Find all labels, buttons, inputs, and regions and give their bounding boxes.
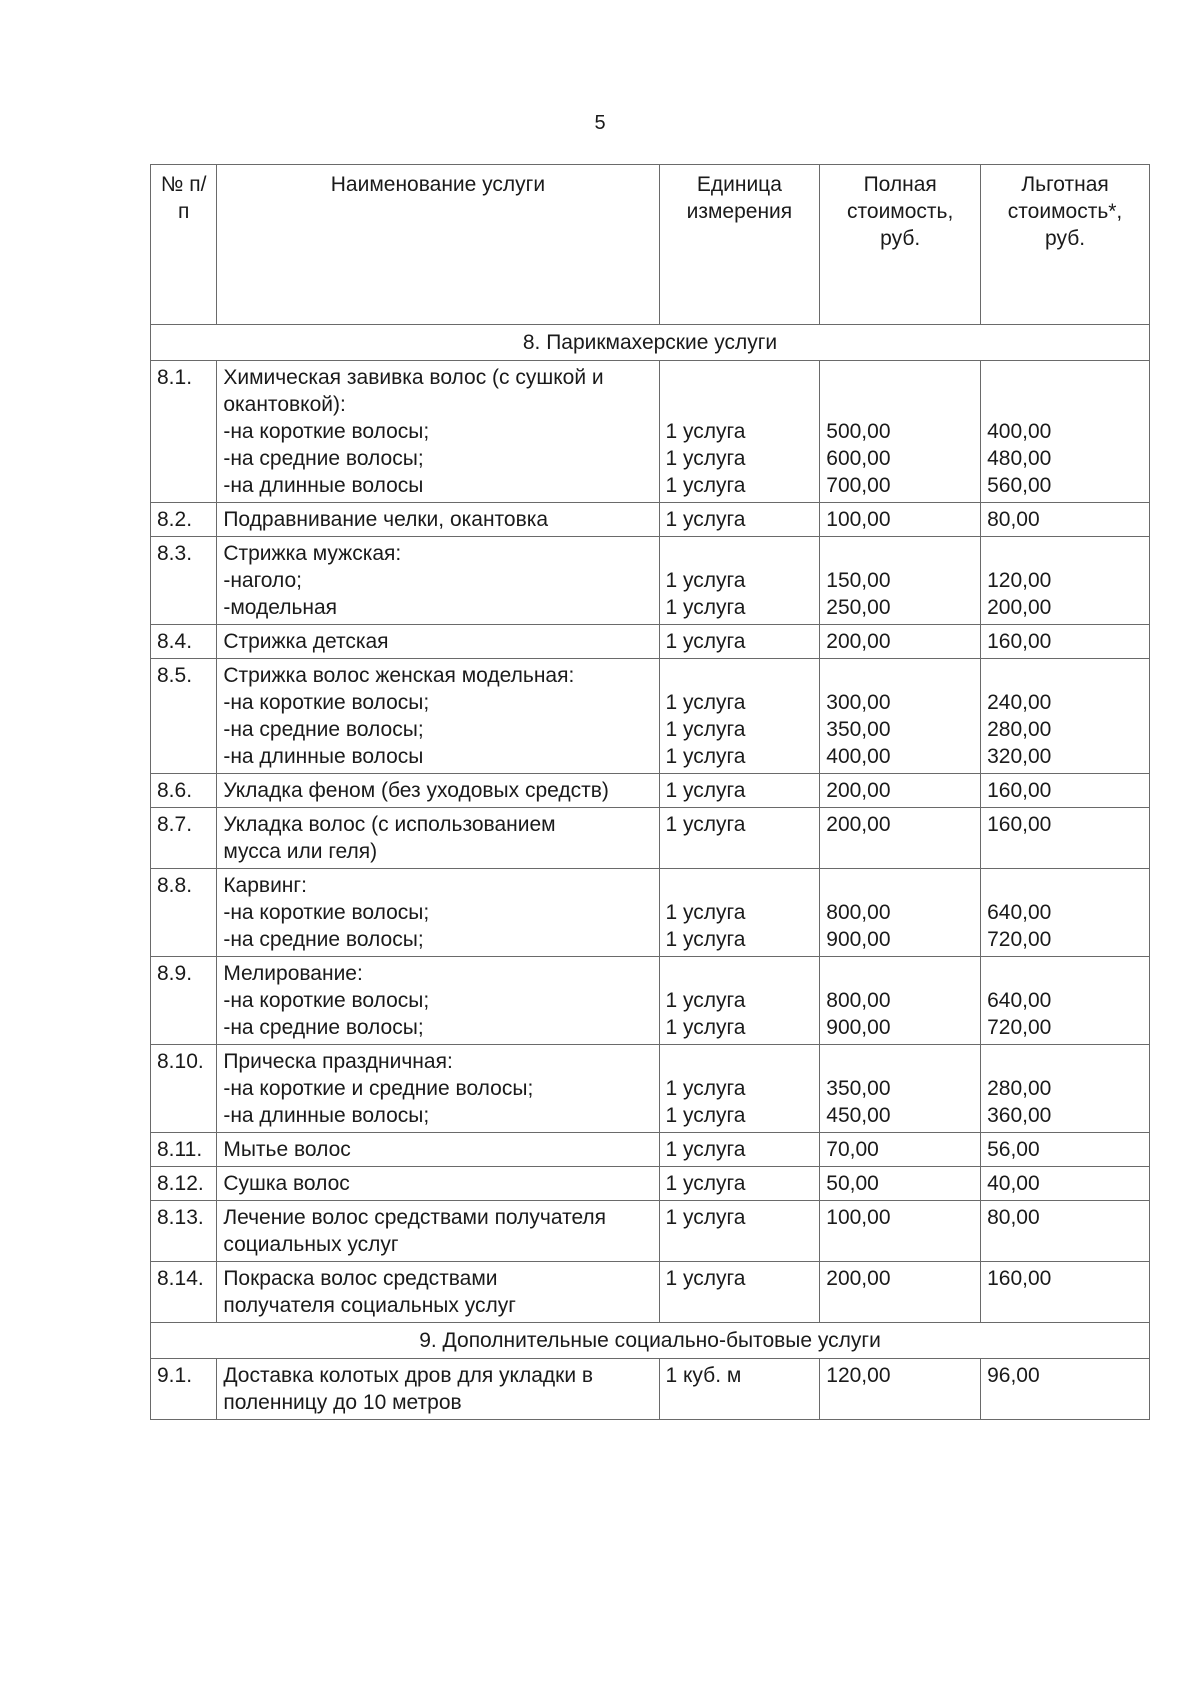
table-row <box>151 361 1150 503</box>
full-cost-value: 120,00 <box>826 1364 891 1387</box>
discount-cost-value: 320,00 <box>987 745 1052 768</box>
unit-of-measure <box>659 503 820 537</box>
discount-cost-value: 280,00 <box>987 718 1052 741</box>
line-spacer <box>666 391 814 418</box>
unit-of-measure <box>659 1262 820 1323</box>
discount-cost-value: 160,00 <box>987 630 1052 653</box>
unit-of-measure <box>659 1133 820 1167</box>
unit-value: 1 услуга <box>665 1172 746 1195</box>
table-header-row <box>151 165 1150 325</box>
full-cost <box>820 1167 981 1201</box>
discount-cost-value: 640,00 <box>987 989 1052 1012</box>
table-row <box>151 1133 1150 1167</box>
table-row <box>151 1359 1150 1420</box>
table-row <box>151 537 1150 625</box>
unit-value: 1 услуга <box>665 447 746 470</box>
unit-value: 1 услуга <box>665 813 746 836</box>
full-cost-value: 800,00 <box>826 901 891 924</box>
unit-of-measure <box>659 1045 820 1133</box>
row-number: 8.7. <box>151 808 217 869</box>
service-name-line: Прическа праздничная: <box>223 1050 453 1073</box>
unit-value: 1 услуга <box>665 569 746 592</box>
unit-value: 1 услуга <box>665 989 746 1012</box>
table-row <box>151 1167 1150 1201</box>
service-name-line: -на средние волосы; <box>223 447 424 470</box>
full-cost <box>820 1359 981 1420</box>
line-spacer <box>987 872 1143 899</box>
row-number: 8.2. <box>151 503 217 537</box>
line-spacer <box>987 391 1143 418</box>
discount-cost-value: 720,00 <box>987 1016 1052 1039</box>
discount-cost <box>981 1133 1150 1167</box>
full-cost-value: 200,00 <box>826 1267 891 1290</box>
table-body <box>151 325 1150 1420</box>
line-spacer <box>666 960 814 987</box>
row-number: 8.6. <box>151 774 217 808</box>
discount-cost <box>981 625 1150 659</box>
line-spacer <box>666 662 814 689</box>
service-name <box>217 1133 659 1167</box>
unit-value: 1 услуга <box>665 1138 746 1161</box>
unit-value: 1 услуга <box>665 596 746 619</box>
line-spacer <box>826 662 974 689</box>
full-cost-value: 50,00 <box>826 1172 879 1195</box>
unit-value: 1 услуга <box>665 901 746 924</box>
full-cost-value: 200,00 <box>826 779 891 802</box>
discount-cost <box>981 1201 1150 1262</box>
service-name-line: окантовкой): <box>223 393 346 416</box>
row-number: 8.14. <box>151 1262 217 1323</box>
row-number: 8.8. <box>151 869 217 957</box>
service-name-line: мусса или геля) <box>223 840 378 863</box>
line-spacer <box>987 364 1143 391</box>
section-header-row <box>151 1323 1150 1359</box>
service-name <box>217 1359 659 1420</box>
line-spacer <box>826 1048 974 1075</box>
header-num: № п/п <box>151 165 217 325</box>
header-unit: Единица измерения <box>659 165 820 325</box>
unit-value: 1 услуга <box>665 1077 746 1100</box>
discount-cost <box>981 1359 1150 1420</box>
service-name-line: Карвинг: <box>223 874 307 897</box>
unit-of-measure <box>659 1201 820 1262</box>
service-name <box>217 537 659 625</box>
table-row <box>151 1045 1150 1133</box>
unit-of-measure <box>659 1359 820 1420</box>
row-number: 8.11. <box>151 1133 217 1167</box>
discount-cost-value: 480,00 <box>987 447 1052 470</box>
table-row <box>151 869 1150 957</box>
table-row <box>151 1201 1150 1262</box>
unit-value: 1 услуга <box>665 1104 746 1127</box>
service-name-line: Укладка волос (с использованием <box>223 813 556 836</box>
service-name-line: -на короткие и средние волосы; <box>223 1077 534 1100</box>
row-number: 8.9. <box>151 957 217 1045</box>
unit-value: 1 услуга <box>665 691 746 714</box>
section-title: 9. Дополнительные социально-бытовые услуги <box>151 1323 1150 1359</box>
discount-cost <box>981 1262 1150 1323</box>
discount-cost-value: 160,00 <box>987 1267 1052 1290</box>
full-cost-value: 450,00 <box>826 1104 891 1127</box>
line-spacer <box>826 540 974 567</box>
unit-of-measure <box>659 1167 820 1201</box>
service-name-line: -модельная <box>223 596 338 619</box>
service-name-line: -на средние волосы; <box>223 1016 424 1039</box>
full-cost-value: 700,00 <box>826 474 891 497</box>
line-spacer <box>826 960 974 987</box>
service-name-line: -на короткие волосы; <box>223 901 430 924</box>
service-name <box>217 659 659 774</box>
full-cost <box>820 808 981 869</box>
full-cost-value: 200,00 <box>826 813 891 836</box>
table-row <box>151 957 1150 1045</box>
discount-cost-value: 360,00 <box>987 1104 1052 1127</box>
discount-cost-value: 160,00 <box>987 779 1052 802</box>
full-cost <box>820 1201 981 1262</box>
discount-cost-value: 280,00 <box>987 1077 1052 1100</box>
row-number: 8.10. <box>151 1045 217 1133</box>
discount-cost-value: 720,00 <box>987 928 1052 951</box>
unit-of-measure <box>659 361 820 503</box>
unit-of-measure <box>659 625 820 659</box>
discount-cost-value: 200,00 <box>987 596 1052 619</box>
full-cost-value: 70,00 <box>826 1138 879 1161</box>
service-name <box>217 625 659 659</box>
full-cost-value: 100,00 <box>826 508 891 531</box>
full-cost-value: 400,00 <box>826 745 891 768</box>
unit-of-measure <box>659 659 820 774</box>
page-number: 5 <box>594 112 606 134</box>
discount-cost <box>981 957 1150 1045</box>
service-name-line: Доставка колотых дров для укладки в <box>223 1364 594 1387</box>
discount-cost <box>981 1045 1150 1133</box>
service-name-line: -на длинные волосы <box>223 745 424 768</box>
service-name-line: Подравнивание челки, окантовка <box>223 508 549 531</box>
unit-value: 1 услуга <box>665 1267 746 1290</box>
full-cost <box>820 957 981 1045</box>
unit-of-measure <box>659 869 820 957</box>
service-name-line: -на средние волосы; <box>223 718 424 741</box>
service-name <box>217 1201 659 1262</box>
header-name: Наименование услуги <box>217 165 659 325</box>
discount-cost <box>981 537 1150 625</box>
header-discount-cost: Льготная стоимость*, руб. <box>981 165 1150 325</box>
discount-cost-value: 120,00 <box>987 569 1052 592</box>
row-number: 8.1. <box>151 361 217 503</box>
discount-cost-value: 640,00 <box>987 901 1052 924</box>
row-number: 8.13. <box>151 1201 217 1262</box>
service-name-line: Мелирование: <box>223 962 363 985</box>
line-spacer <box>666 364 814 391</box>
row-number: 9.1. <box>151 1359 217 1420</box>
full-cost <box>820 1262 981 1323</box>
section-header-row <box>151 325 1150 361</box>
discount-cost <box>981 503 1150 537</box>
service-name-line: Стрижка детская <box>223 630 389 653</box>
service-name-line: -на длинные волосы; <box>223 1104 430 1127</box>
discount-cost-value: 80,00 <box>987 508 1040 531</box>
full-cost <box>820 503 981 537</box>
discount-cost-value: 96,00 <box>987 1364 1040 1387</box>
full-cost-value: 350,00 <box>826 1077 891 1100</box>
service-name-line: Покраска волос средствами <box>223 1267 498 1290</box>
line-spacer <box>987 540 1143 567</box>
service-name-line: Стрижка волос женская модельная: <box>223 664 575 687</box>
discount-cost-value: 56,00 <box>987 1138 1040 1161</box>
discount-cost-value: 400,00 <box>987 420 1052 443</box>
service-name <box>217 361 659 503</box>
full-cost <box>820 1133 981 1167</box>
table-row <box>151 503 1150 537</box>
unit-value: 1 услуга <box>665 718 746 741</box>
unit-value: 1 услуга <box>665 508 746 531</box>
line-spacer <box>987 960 1143 987</box>
full-cost-value: 200,00 <box>826 630 891 653</box>
full-cost-value: 350,00 <box>826 718 891 741</box>
discount-cost <box>981 869 1150 957</box>
discount-cost-value: 40,00 <box>987 1172 1040 1195</box>
discount-cost-value: 240,00 <box>987 691 1052 714</box>
full-cost <box>820 361 981 503</box>
price-table <box>150 164 1150 1420</box>
section-title: 8. Парикмахерские услуги <box>151 325 1150 361</box>
row-number: 8.12. <box>151 1167 217 1201</box>
discount-cost <box>981 808 1150 869</box>
unit-value: 1 услуга <box>665 928 746 951</box>
unit-of-measure <box>659 808 820 869</box>
service-name <box>217 774 659 808</box>
discount-cost <box>981 774 1150 808</box>
line-spacer <box>987 1048 1143 1075</box>
unit-value: 1 услуга <box>665 1206 746 1229</box>
unit-value: 1 услуга <box>665 420 746 443</box>
unit-of-measure <box>659 774 820 808</box>
service-name-line: -на короткие волосы; <box>223 989 430 1012</box>
discount-cost-value: 160,00 <box>987 813 1052 836</box>
unit-of-measure <box>659 957 820 1045</box>
full-cost <box>820 659 981 774</box>
service-name <box>217 503 659 537</box>
full-cost-value: 900,00 <box>826 1016 891 1039</box>
service-name-line: Укладка феном (без уходовых средств) <box>223 779 609 802</box>
service-name-line: поленницу до 10 метров <box>223 1391 462 1414</box>
discount-cost-value: 80,00 <box>987 1206 1040 1229</box>
service-name <box>217 1262 659 1323</box>
service-name <box>217 808 659 869</box>
unit-value: 1 услуга <box>665 779 746 802</box>
line-spacer <box>826 391 974 418</box>
row-number: 8.3. <box>151 537 217 625</box>
unit-value: 1 услуга <box>665 630 746 653</box>
table-row <box>151 774 1150 808</box>
full-cost-value: 500,00 <box>826 420 891 443</box>
service-name-line: Мытье волос <box>223 1138 351 1161</box>
service-name <box>217 869 659 957</box>
line-spacer <box>666 540 814 567</box>
discount-cost-value: 560,00 <box>987 474 1052 497</box>
discount-cost <box>981 1167 1150 1201</box>
full-cost-value: 150,00 <box>826 569 891 592</box>
full-cost-value: 300,00 <box>826 691 891 714</box>
full-cost-value: 600,00 <box>826 447 891 470</box>
service-name-line: Лечение волос средствами получателя <box>223 1206 607 1229</box>
table-row <box>151 659 1150 774</box>
service-name-line: -наголо; <box>223 569 303 592</box>
service-name-line: социальных услуг <box>223 1233 399 1256</box>
unit-of-measure <box>659 537 820 625</box>
line-spacer <box>826 872 974 899</box>
table-row <box>151 808 1150 869</box>
discount-cost <box>981 361 1150 503</box>
line-spacer <box>987 662 1143 689</box>
full-cost-value: 800,00 <box>826 989 891 1012</box>
full-cost <box>820 869 981 957</box>
service-name <box>217 1045 659 1133</box>
service-name-line: Стрижка мужская: <box>223 542 402 565</box>
discount-cost <box>981 659 1150 774</box>
full-cost <box>820 774 981 808</box>
service-name-line: Сушка волос <box>223 1172 350 1195</box>
unit-value: 1 услуга <box>665 474 746 497</box>
line-spacer <box>666 1048 814 1075</box>
line-spacer <box>826 364 974 391</box>
row-number: 8.4. <box>151 625 217 659</box>
table-row <box>151 1262 1150 1323</box>
service-name-line: получателя социальных услуг <box>223 1294 516 1317</box>
full-cost-value: 100,00 <box>826 1206 891 1229</box>
service-name <box>217 1167 659 1201</box>
full-cost-value: 900,00 <box>826 928 891 951</box>
full-cost <box>820 1045 981 1133</box>
table-row <box>151 625 1150 659</box>
service-name-line: -на короткие волосы; <box>223 420 430 443</box>
service-name-line: -на средние волосы; <box>223 928 424 951</box>
service-name-line: -на короткие волосы; <box>223 691 430 714</box>
unit-value: 1 услуга <box>665 745 746 768</box>
full-cost <box>820 625 981 659</box>
full-cost-value: 250,00 <box>826 596 891 619</box>
service-name <box>217 957 659 1045</box>
unit-value: 1 куб. м <box>665 1364 742 1387</box>
service-name-line: -на длинные волосы <box>223 474 424 497</box>
full-cost <box>820 537 981 625</box>
service-name-line: Химическая завивка волос (с сушкой и <box>223 366 604 389</box>
row-number: 8.5. <box>151 659 217 774</box>
line-spacer <box>666 872 814 899</box>
unit-value: 1 услуга <box>665 1016 746 1039</box>
header-full-cost: Полная стоимость, руб. <box>820 165 981 325</box>
